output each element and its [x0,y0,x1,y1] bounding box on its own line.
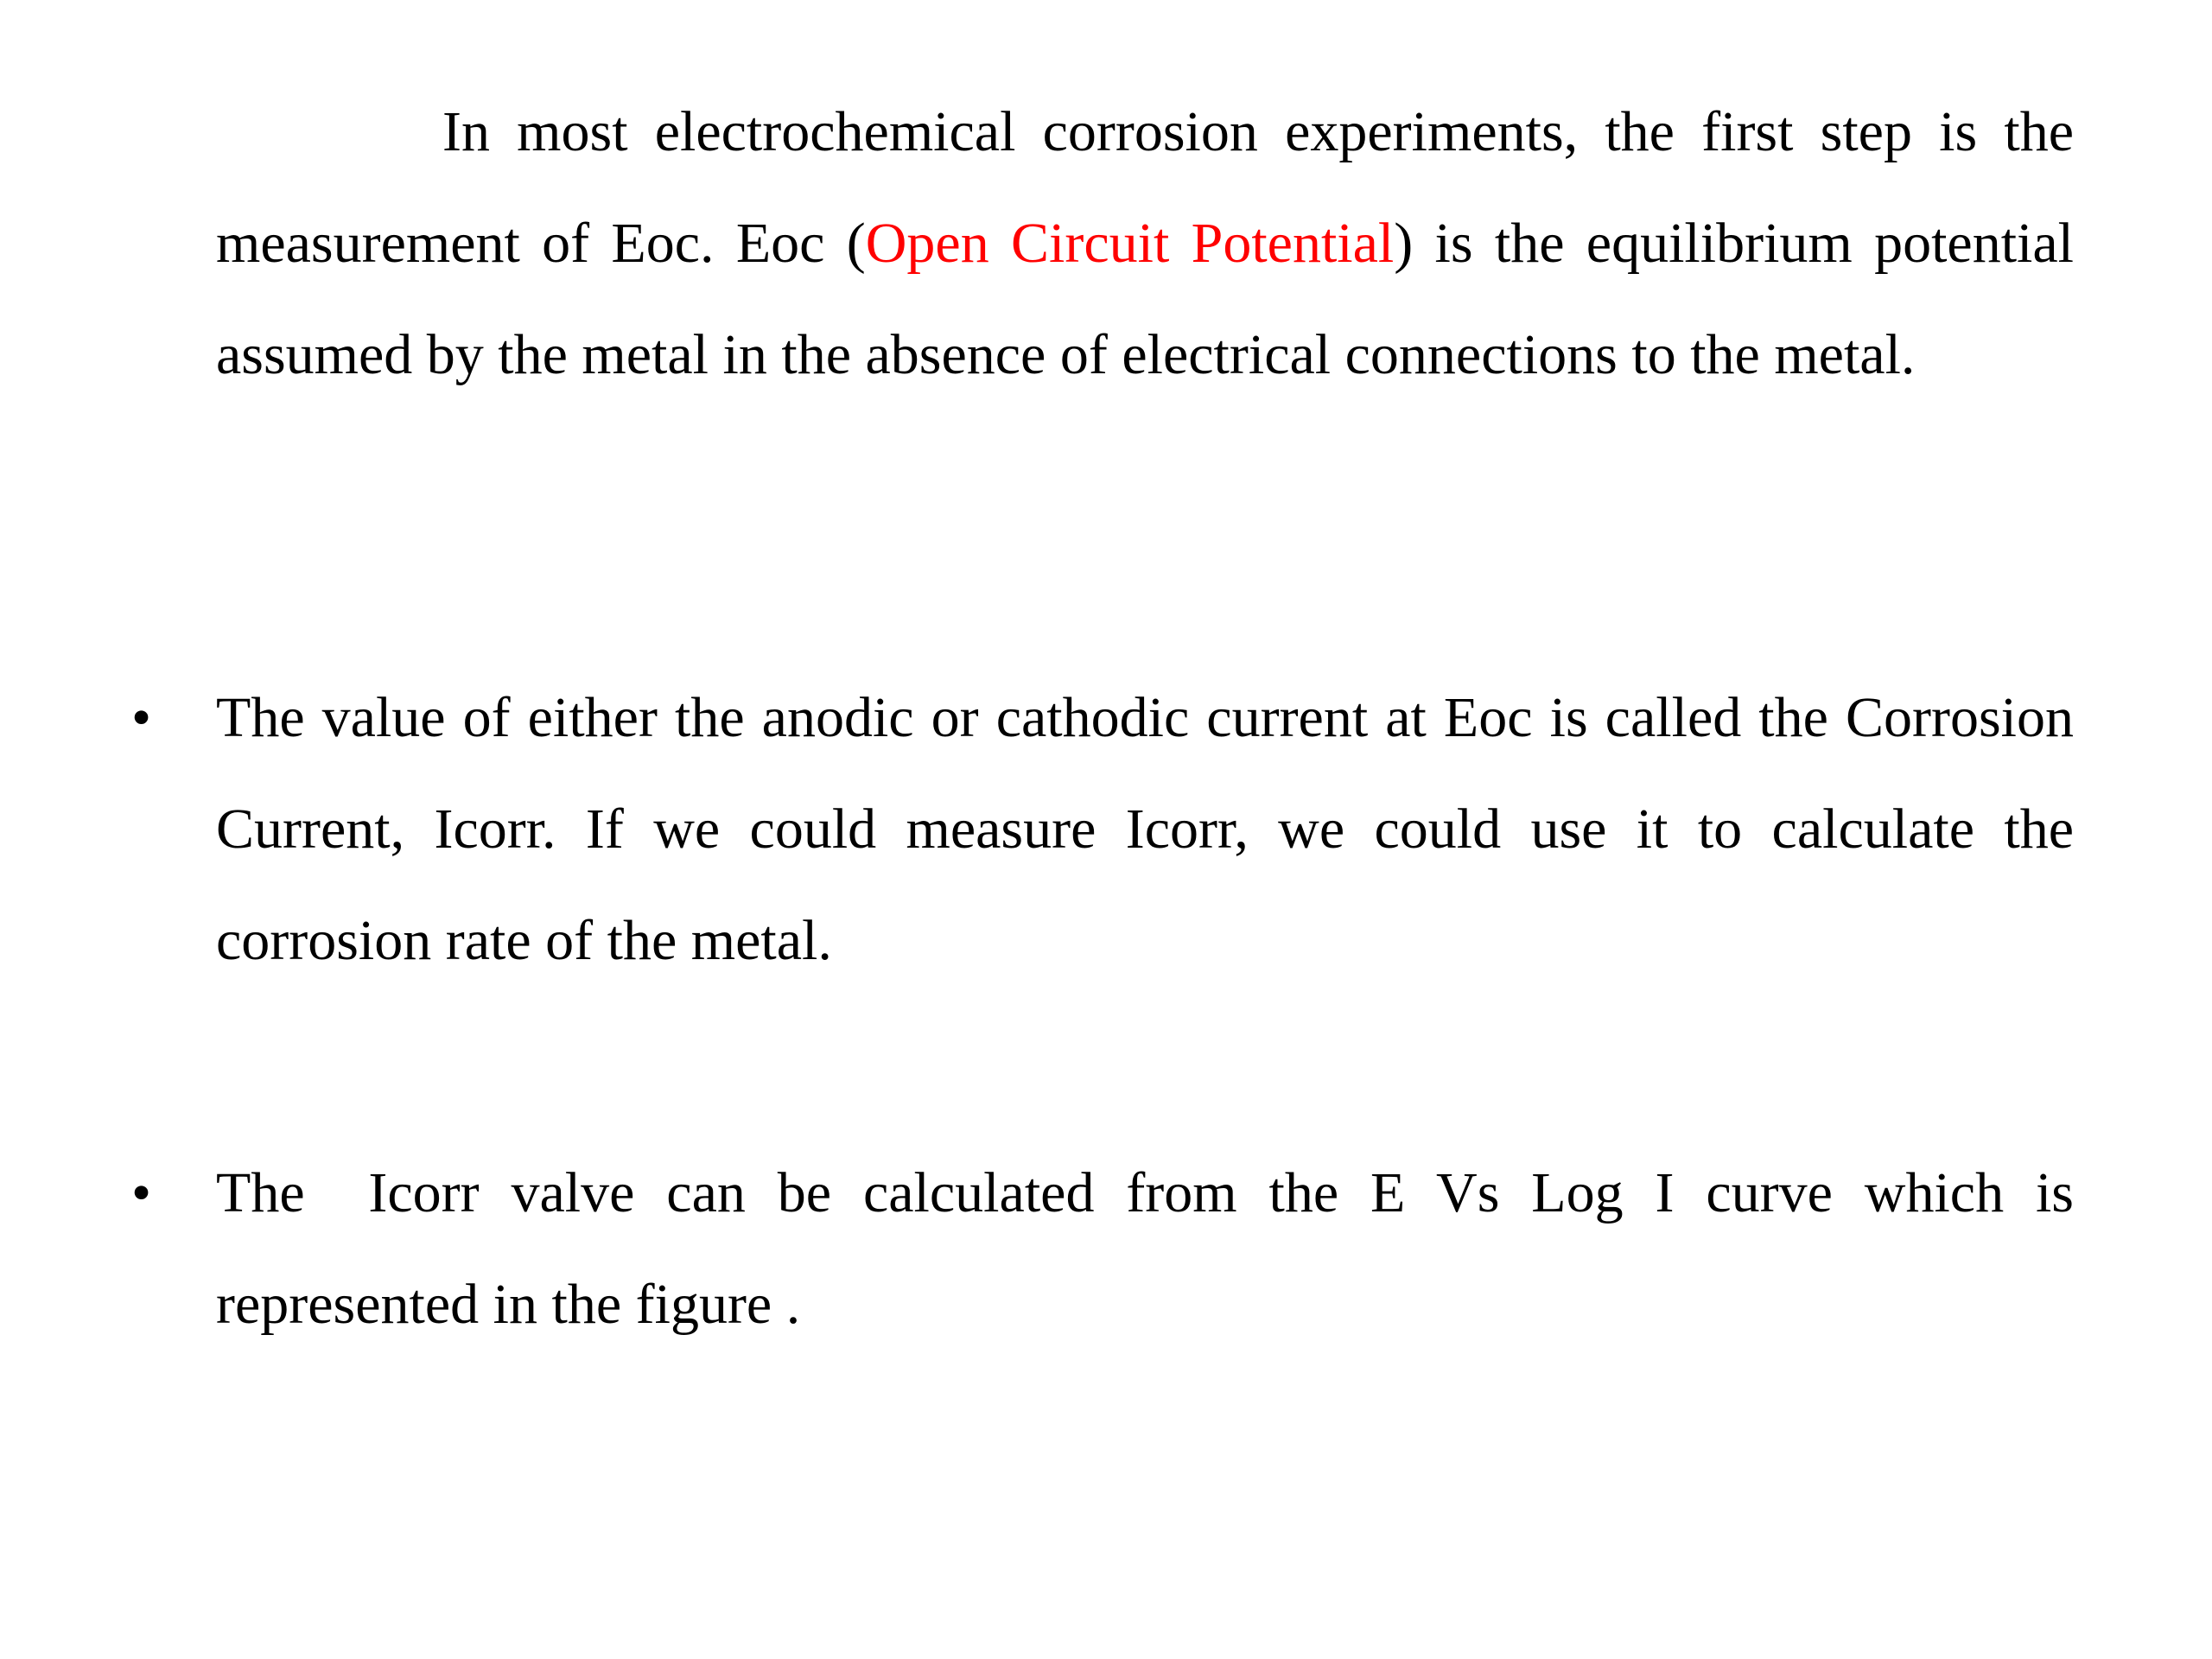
bullet-marker-2: • [131,1161,152,1224]
intro-text-part-1: In most electrochemical corrosion experiments, the first step is the measurement of Eoc. Eoc ( [216,100,2074,275]
open-circuit-potential-highlight: Open Circuit Potential [865,212,1395,275]
bullet-marker-1: • [131,686,152,749]
intro-text-part-2: ) is the equilibrium potential assumed by the metal in the absence of electrical connections to the metal. [216,212,2075,386]
bullet-text-icorr-value: The Icorr valve can be calculated from the E Vs Log I curve which is represented in the figure . [216,1161,2088,1336]
intro-paragraph [216,76,2074,410]
bullet-text-corrosion-current: The value of either the anodic or cathodic current at Eoc is called the Corrosion Current, Icorr. If we could measure Icorr, we could use it to calculate the corrosion rate of the metal. [216,686,2074,972]
